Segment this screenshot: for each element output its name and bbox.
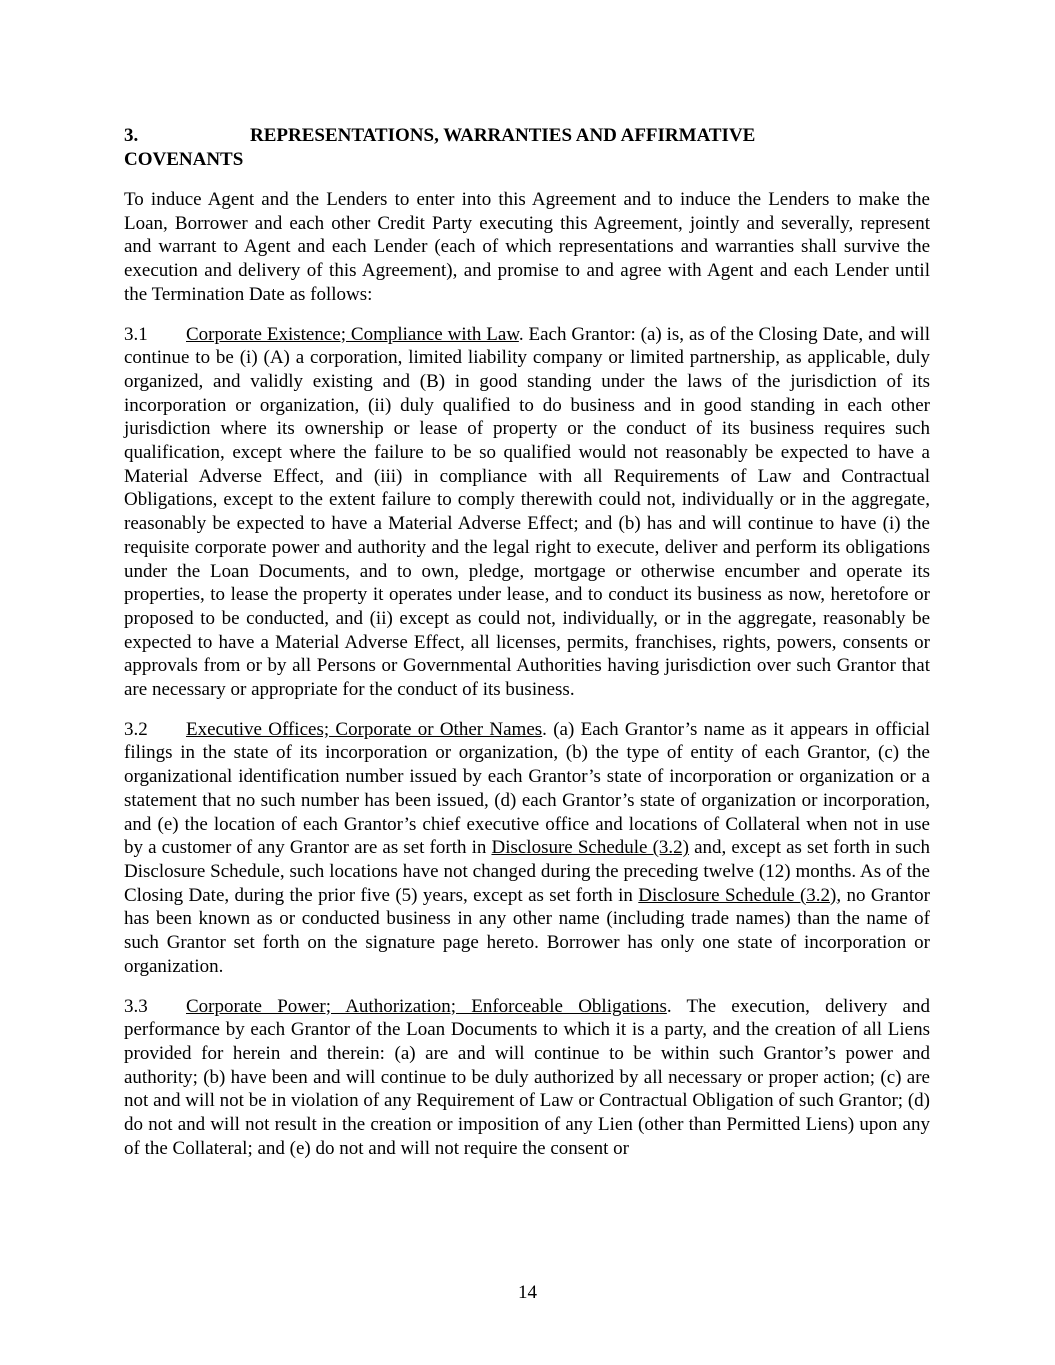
article-title-line1: REPRESENTATIONS, WARRANTIES AND AFFIRMATIVE (250, 125, 756, 146)
disclosure-schedule-reference: Disclosure Schedule (3.2) (638, 884, 837, 906)
section-body-part-a: . (a) Each Grantor’s name as it appears in official filings in the state of its incorporation or organization, (b) the type of entity of each Grantor, (c) the organizational identification number issued by each Grantor’s state of incorporation or organization or a statement that no such number has been issued, (d) each Grantor’s state of organization or incorporation, and (e) the location of each Grantor’s chief executive office and locations of Collateral when not in use by a customer of any Grantor are as set forth in (124, 718, 930, 859)
section-title: Corporate Existence; Compliance with Law (186, 323, 519, 345)
section-body-part-c: , no Grantor has been known as or conducted business in any other name (including trade names) than the name of such Grantor set forth on the signature page hereto. Borrower has only one state of incorporation or organization. (124, 884, 931, 977)
section-3-2 (124, 718, 930, 979)
section-body: . Each Grantor: (a) is, as of the Closing Date, and will continue to be (i) (A) a corporation, limited liability company or limited partnership, as applicable, duly organized, and validly existing and (B) in good standing under the laws of the jurisdiction of its incorporation or organization, (ii) duly qualified to do business and in good standing in each other jurisdiction where its ownership or lease of property or the conduct of its business requires such qualification, except where the failure to be so qualified would not reasonably be expected to have a Material Adverse Effect, and (iii) in compliance with all Requirements of Law and Contractual Obligations, except to the extent failure to comply therewith could not, individually or in the aggregate, reasonably be expected to have a Material Adverse Effect; and (b) has and will continue to have (i) the requisite corporate power and authority and the legal right to execute, deliver and perform its obligations under the Loan Documents, and to own, pledge, mortgage or otherwise encumber and operate its properties, to lease the property it operates under lease, and to conduct its business as now, heretofore or proposed to be conducted, and (ii) except as could not, individually, or in the aggregate, reasonably be expected to have a Material Adverse Effect, all licenses, permits, franchises, rights, powers, consents or approvals from or by all Persons or Governmental Authorities having jurisdiction over such Grantor that are necessary or appropriate for the conduct of its business. (124, 323, 930, 701)
section-title: Executive Offices; Corporate or Other Names (186, 718, 543, 740)
section-number: 3.3 (124, 995, 148, 1017)
page-number: 14 (518, 1282, 537, 1303)
article-title-line2: COVENANTS (124, 149, 244, 170)
section-body-part-b: and, except as set forth in such Disclosure Schedule, such locations have not changed during the preceding twelve (12) months. As of the Closing Date, during the prior five (5) years, except as set forth in (124, 837, 930, 906)
disclosure-schedule-reference: Disclosure Schedule (3.2) (491, 837, 689, 859)
intro-paragraph: To induce Agent and the Lenders to enter into this Agreement and to induce the Lenders to make the Loan, Borrower and each other Credit Party executing this Agreement, jointly and severally, represent and warrant to Agent and each Lender (each of which representations and warranties shall survive the execution and delivery of this Agreement), and promise to and agree with Agent and each Lender until the Termination Date as follows: (124, 189, 930, 305)
section-body: . The execution, delivery and performance by each Grantor of the Loan Documents to which it is a party, and the creation of all Liens provided for herein and therein: (a) are and will continue to be within such Grantor’s power and authority; (b) have been and will continue to be duly authorized by all necessary or proper action; (c) are not and will not be in violation of any Requirement of Law or Contractual Obligation of such Grantor; (d) do not and will not result in the creation or imposition of any Lien (other than Permitted Liens) upon any of the Collateral; and (e) do not and will not require the consent or (124, 995, 930, 1159)
article-heading (124, 124, 930, 172)
article-number: 3. (124, 125, 139, 146)
section-number: 3.1 (124, 323, 148, 345)
document-page (124, 124, 930, 1176)
section-3-1 (124, 323, 930, 702)
section-number: 3.2 (124, 718, 148, 740)
section-3-3 (124, 995, 930, 1161)
section-title: Corporate Power; Authorization; Enforceable Obligations (186, 995, 667, 1017)
